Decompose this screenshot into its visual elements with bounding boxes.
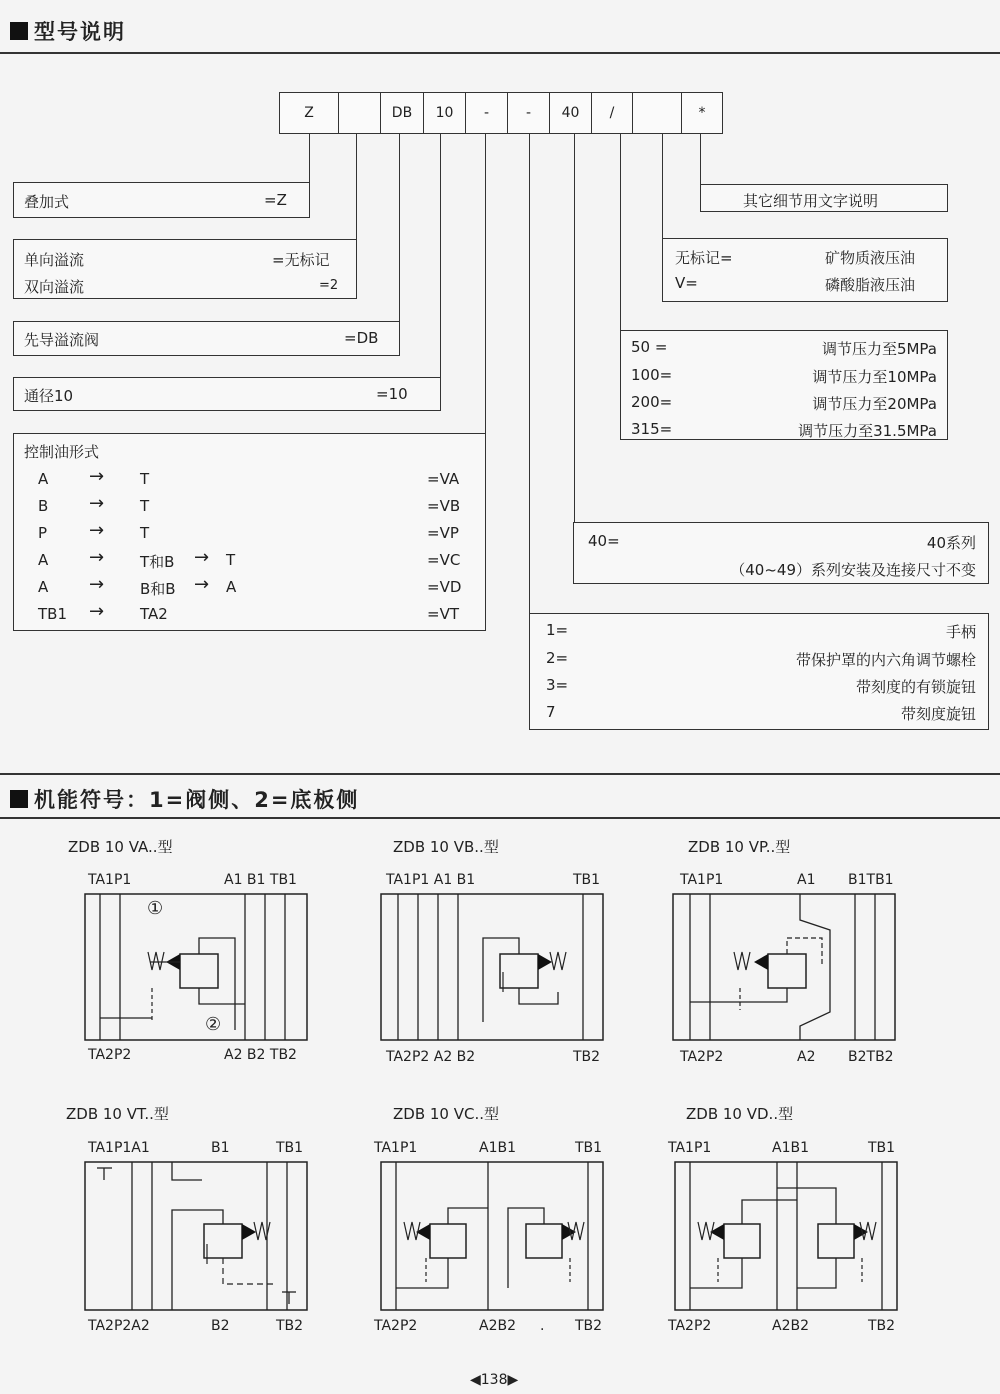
single-relief-label: 单向溢流 [24,251,85,269]
size-label: 通径10 [24,387,74,405]
series-desc: 40系列 [926,534,976,552]
adjust-code: 7 [546,703,556,721]
connector-line [485,134,486,434]
connector-line [356,134,357,240]
stack-type-box [13,182,310,218]
page-number: ◀138▶ [470,1372,519,1388]
pilot-label: 先导溢流阀 [24,331,100,349]
adjust-code: 3= [546,676,569,694]
adjust-desc: 带保护罩的内六角调节螺栓 [795,651,976,669]
marker-base-side: ② [205,1014,222,1035]
control-to: T [140,470,150,488]
model-cell-oil [632,92,682,134]
port-label: TA1P1 [374,1140,418,1156]
oil-desc: 矿物质液压油 [825,249,916,267]
port-label: A2 [797,1049,816,1065]
series-box [573,522,989,584]
pressure-desc: 调节压力至5MPa [821,340,937,358]
other-details-label: 其它细节用文字说明 [743,192,879,210]
section2-title: 机能符号：1=阀侧、2=底板侧 [10,784,359,814]
control-from: P [38,524,48,542]
port-label: TB2 [575,1318,603,1334]
control-from: TB1 [38,605,67,623]
port-label: A1B1 [479,1140,516,1156]
port-label: TA1P1 [668,1140,712,1156]
control-from: A [38,551,49,569]
series-note: （40~49）系列安装及连接尺寸不变 [730,561,976,579]
port-label: TB2 [868,1318,896,1334]
single-relief-code: =无标记 [272,251,330,269]
port-label: TA2P2 [374,1318,418,1334]
control-from: B [38,497,49,515]
control-code: =VB [427,497,461,515]
section2-divider-top [0,773,1000,775]
port-label: TA1P1 A1 B1 [386,872,476,888]
square-bullet-icon [10,22,28,40]
other-details-box [700,184,948,212]
arrow-right-icon: → [89,547,105,568]
vb-symbol [378,892,606,1042]
vt-symbol [82,1160,314,1312]
model-cell-pressure: / [591,92,633,134]
control-to: B和B [140,580,176,598]
vc-symbol [378,1160,606,1312]
stack-label: 叠加式 [24,193,70,211]
port-label: A1B1 [772,1140,809,1156]
model-cell-size: 10 [423,92,466,134]
section2-divider [0,817,1000,819]
pressure-code: 100= [631,366,673,384]
oil-code: V= [675,274,698,292]
pilot-box [13,321,400,356]
port-label: TA1P1 [680,872,724,888]
connector-line [700,134,701,184]
control-to: A [226,578,237,596]
vd-symbol [672,1160,900,1312]
relief-box [13,239,357,299]
diagram-title: ZDB 10 VB..型 [393,838,499,856]
port-label: B2TB2 [848,1049,894,1065]
port-label: B1TB1 [848,872,894,888]
control-code: =VT [427,605,459,623]
pressure-desc: 调节压力至31.5MPa [798,422,937,440]
port-label: TA2P2 [88,1047,132,1063]
section1-divider [0,52,1000,54]
diagram-title: ZDB 10 VD..型 [686,1105,794,1123]
diagram-title: ZDB 10 VP..型 [688,838,791,856]
separator-dot: . [540,1318,545,1334]
port-label: TB1 [575,1140,603,1156]
control-to: TA2 [140,605,168,623]
port-label: TA2P2 A2 B2 [386,1049,476,1065]
adjust-code: 2= [546,649,569,667]
connector-line [620,134,621,330]
adjust-desc: 手柄 [945,623,976,641]
pressure-desc: 调节压力至20MPa [812,395,937,413]
port-label: TA2P2 [668,1318,712,1334]
control-code: =VC [427,551,461,569]
diagram-title: ZDB 10 VC..型 [393,1105,500,1123]
oil-code: 无标记= [675,249,733,267]
port-label: TA2P2A2 [88,1318,150,1334]
port-label: TA1P1A1 [88,1140,150,1156]
series-code: 40= [588,532,620,550]
model-cell-relief [338,92,381,134]
size-code: =10 [376,385,408,403]
stack-code: =Z [264,191,287,209]
connector-line [440,134,441,378]
connector-line [309,134,310,182]
arrow-right-icon: → [89,601,105,622]
pressure-desc: 调节压力至10MPa [812,368,937,386]
diagram-title: ZDB 10 VA..型 [68,838,173,856]
adjust-code: 1= [546,621,569,639]
connector-line [399,134,400,322]
vp-symbol [670,892,902,1042]
pressure-box [620,330,948,440]
oil-type-box [662,238,948,302]
port-label: A2 B2 TB2 [224,1047,297,1063]
model-cell-control: - [465,92,508,134]
oil-desc: 磷酸脂液压油 [825,276,916,294]
pressure-code: 315= [631,420,673,438]
arrow-right-icon: → [89,466,105,487]
control-title: 控制油形式 [24,443,100,461]
port-label: B1 [211,1140,230,1156]
port-label: B2 [211,1318,230,1334]
arrow-right-icon: → [89,520,105,541]
port-label: A2B2 [772,1318,809,1334]
port-label: TA2P2 [680,1049,724,1065]
control-code: =VD [427,578,462,596]
connector-line [574,134,575,522]
port-label: A2B2 [479,1318,516,1334]
control-to: T和B [140,553,175,571]
connector-line [662,134,663,238]
control-to: T [140,497,150,515]
control-to: T [140,524,150,542]
port-label: A1 [797,872,816,888]
va-symbol [80,892,312,1042]
control-from: A [38,470,49,488]
adjust-box [529,613,989,730]
port-label: TB1 [573,872,601,888]
arrow-right-icon: → [89,574,105,595]
control-oil-box [13,433,486,631]
double-relief-code: =2 [319,278,339,293]
arrow-right-icon: → [89,493,105,514]
model-cell-db: DB [380,92,424,134]
section1-title: 型号说明 [10,16,126,46]
control-code: =VP [427,524,459,542]
control-to: T [226,551,236,569]
control-from: A [38,578,49,596]
port-label: TB2 [573,1049,601,1065]
pressure-code: 200= [631,393,673,411]
size-box [13,377,441,411]
square-bullet-icon [10,790,28,808]
port-label: A1 B1 TB1 [224,872,297,888]
arrow-right-icon: → [194,547,210,568]
diagram-title: ZDB 10 VT..型 [66,1105,169,1123]
marker-valve-side: ① [147,898,164,919]
port-label: TB2 [276,1318,304,1334]
pilot-code: =DB [344,329,379,347]
model-cell-other: * [681,92,723,134]
pressure-code: 50 = [631,338,668,356]
model-cell-series: 40 [549,92,592,134]
connector-line [529,134,530,614]
port-label: TB1 [276,1140,304,1156]
double-relief-label: 双向溢流 [24,278,85,296]
adjust-desc: 带刻度旋钮 [900,705,976,723]
arrow-right-icon: → [194,574,210,595]
model-cell-adjust: - [507,92,550,134]
control-code: =VA [427,470,460,488]
model-cell-z: Z [279,92,339,134]
port-label: TB1 [868,1140,896,1156]
adjust-desc: 带刻度的有锁旋钮 [855,678,976,696]
port-label: TA1P1 [88,872,132,888]
